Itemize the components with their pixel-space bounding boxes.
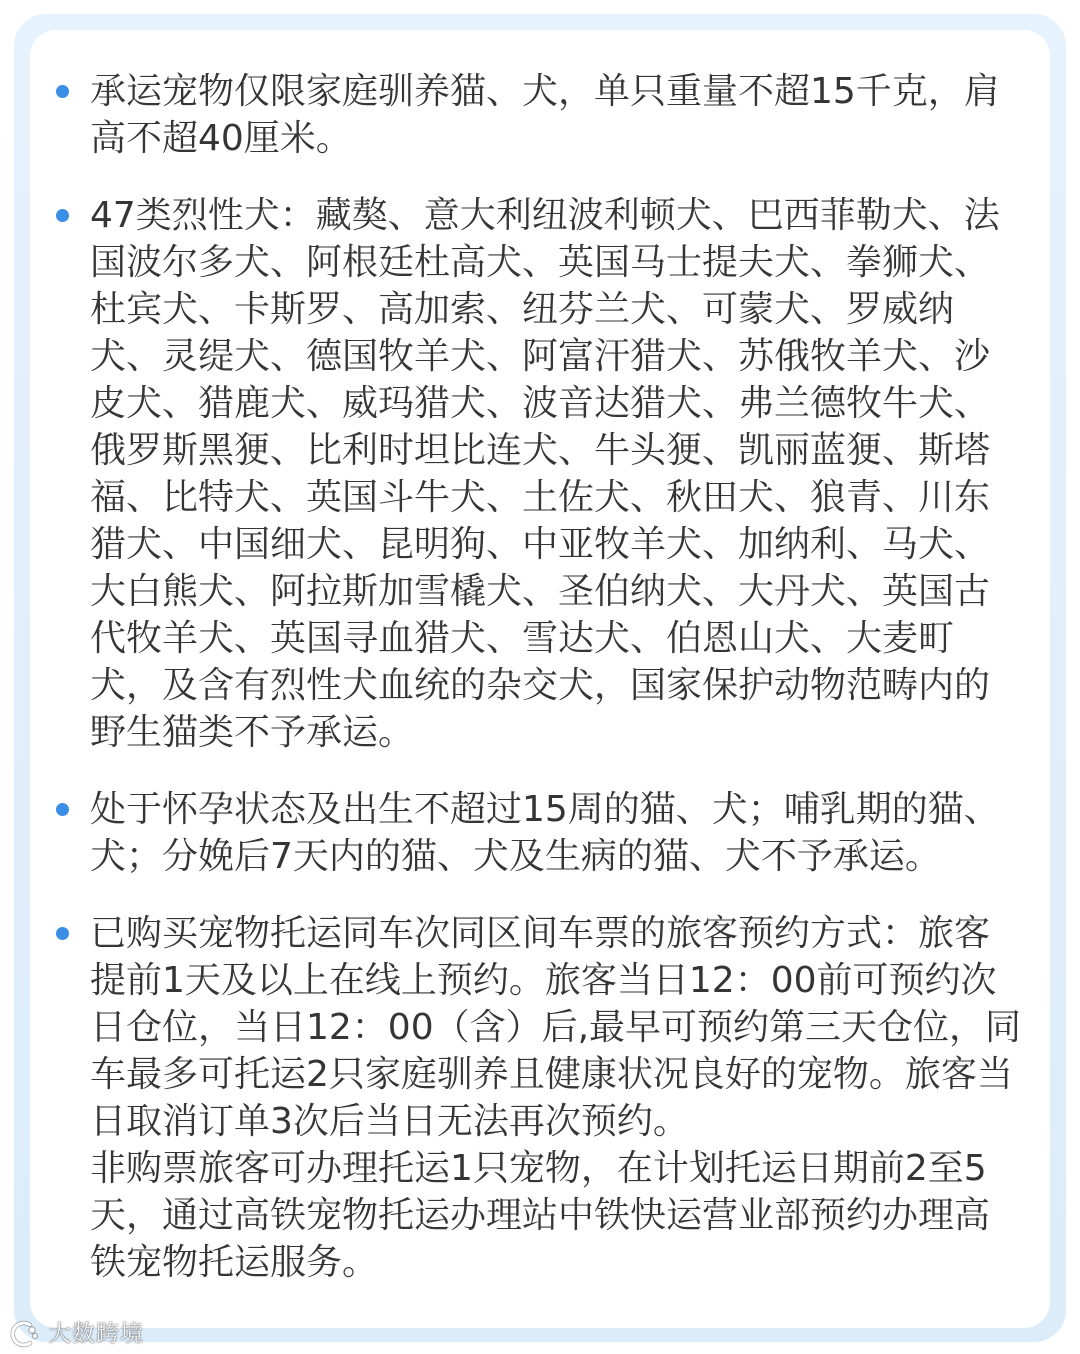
bullet-line: 铁宠物托运服务。 bbox=[90, 1242, 379, 1283]
bullet-line: 日仓位，当日12：00（含）后,最早可预约第三天仓位，同 bbox=[90, 1007, 1022, 1048]
bullet-line: 车最多可托运2只家庭驯养且健康状况良好的宠物。旅客当 bbox=[90, 1054, 1013, 1095]
watermark bbox=[8, 1318, 144, 1350]
bullet-item bbox=[30, 192, 1050, 756]
bullet-line: 代牧羊犬、英国寻血猎犬、雪达犬、伯恩山犬、大麦町 bbox=[90, 618, 955, 659]
bullet-line: 福、比特犬、英国斗牛犬、土佐犬、秋田犬、狼青、川东 bbox=[90, 477, 991, 518]
bullet-line: 国波尔多犬、阿根廷杜高犬、英国马士提夫犬、拳狮犬、 bbox=[90, 242, 991, 283]
bullet-line: 47类烈性犬：藏獒、意大利纽波利顿犬、巴西菲勒犬、法 bbox=[90, 195, 1000, 236]
bullet-line: 杜宾犬、卡斯罗、高加索、纽芬兰犬、可蒙犬、罗威纳 bbox=[90, 289, 955, 330]
bullet-line: 犬；分娩后7天内的猫、犬及生病的猫、犬不予承运。 bbox=[90, 836, 941, 877]
bullet-item bbox=[30, 910, 1050, 1286]
bullet-text bbox=[90, 192, 1050, 756]
bullet-line: 高不超40厘米。 bbox=[90, 118, 352, 159]
bullet-line: 处于怀孕状态及出生不超过15周的猫、犬；哺乳期的猫、 bbox=[90, 789, 1000, 830]
bullet-line: 皮犬、猎鹿犬、威玛猎犬、波音达猎犬、弗兰德牧牛犬、 bbox=[90, 383, 991, 424]
bullet-line: 天，通过高铁宠物托运办理站中铁快运营业部预约办理高 bbox=[90, 1195, 991, 1236]
bullet-text bbox=[90, 910, 1050, 1286]
bullet-line: 俄罗斯黑㹴、比利时坦比连犬、牛头㹴、凯丽蓝㹴、斯塔 bbox=[90, 430, 991, 471]
bullet-line: 日取消订单3次后当日无法再次预约。 bbox=[90, 1101, 689, 1142]
bullet-line: 已购买宠物托运同车次同区间车票的旅客预约方式：旅客 bbox=[90, 913, 991, 954]
bullet-line: 大白熊犬、阿拉斯加雪橇犬、圣伯纳犬、大丹犬、英国古 bbox=[90, 571, 991, 612]
content-card bbox=[30, 30, 1050, 1328]
brand-logo-icon bbox=[8, 1318, 40, 1350]
bullet-line: 承运宠物仅限家庭驯养猫、犬，单只重量不超15千克，肩 bbox=[90, 71, 1000, 112]
bullet-item bbox=[30, 786, 1050, 880]
bullet-line: 非购票旅客可办理托运1只宠物，在计划托运日期前2至5 bbox=[90, 1148, 987, 1189]
bullet-line: 犬，及含有烈性犬血统的杂交犬，国家保护动物范畴内的 bbox=[90, 665, 991, 706]
bullet-item bbox=[30, 68, 1050, 162]
watermark-text: 大数跨境 bbox=[48, 1321, 144, 1347]
bullet-dot-icon bbox=[56, 927, 69, 940]
bullet-dot-icon bbox=[56, 85, 69, 98]
bullet-text bbox=[90, 68, 1050, 162]
bullet-line: 犬、灵缇犬、德国牧羊犬、阿富汗猎犬、苏俄牧羊犬、沙 bbox=[90, 336, 991, 377]
bullet-dot-icon bbox=[56, 209, 69, 222]
bullet-line: 野生猫类不予承运。 bbox=[90, 712, 415, 753]
bullet-dot-icon bbox=[56, 803, 69, 816]
bullet-line: 提前1天及以上在线上预约。旅客当日12：00前可预约次 bbox=[90, 960, 997, 1001]
bullet-line: 猎犬、中国细犬、昆明狗、中亚牧羊犬、加纳利、马犬、 bbox=[90, 524, 991, 565]
bullet-text bbox=[90, 786, 1050, 880]
